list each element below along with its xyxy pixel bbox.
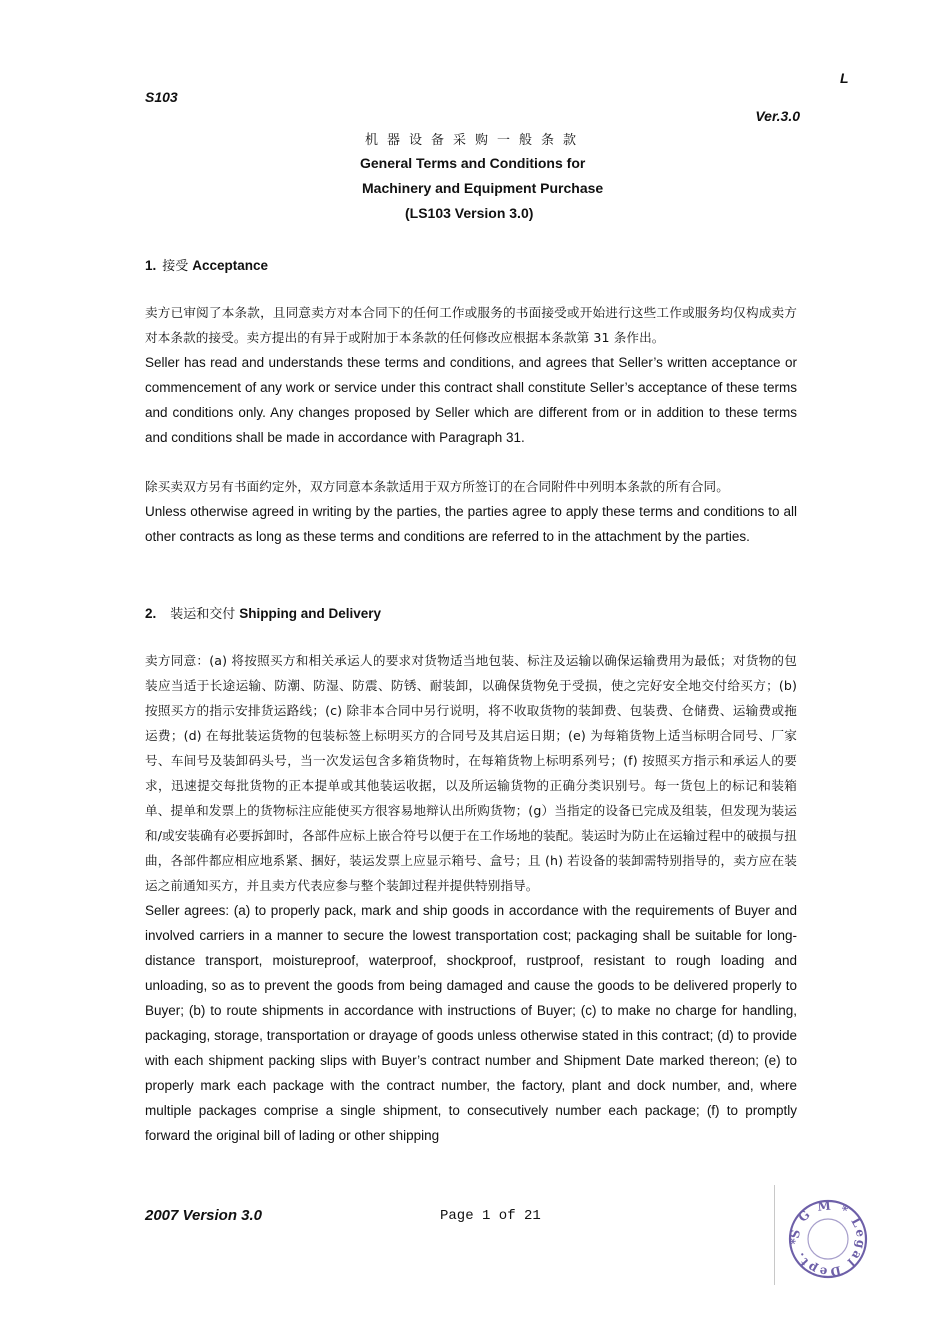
- document-code: S103: [145, 89, 178, 105]
- header-corner-letter: L: [840, 70, 849, 86]
- legal-dept-stamp-icon: [787, 1198, 869, 1280]
- title-english-line2: Machinery and Equipment Purchase: [362, 180, 604, 196]
- section-2-p1-english: Seller agrees: (a) to properly pack, mark and ship goods in accordance with the requirements of Buyer and involved carriers in a manner to secure the lowest transportation cost; packaging shall be suitable for long-distance transport, moistureproof, waterproof, shockproof, rustproof, resistant to rough loading and unloading, so as to prevent the goods from being damaged and cause the goods to be delivered properly to Buyer; (b) to route shipments in accordance with instructions of Buyer; (c) to make no charge for handling, packaging, storage, transportation or drayage of goods unless otherwise stated in this contract; (d) to provide with each shipment packing slips with Buyer’s contract number and Shipment Date marked thereon; (e) to properly mark each package with the contract number, the factory, plant and dock number, and, where multiple packages comprise a single shipment, to consecutively number each package; (f) to promptly forward the original bill of lading or other shipping: [145, 903, 797, 1143]
- section-1-paragraph-1: [145, 300, 797, 450]
- section-2-number: 2.: [145, 606, 157, 621]
- section-1-heading: [145, 255, 268, 274]
- svg-text:S G M * Legal Dept. *: [788, 1198, 869, 1279]
- section-1-paragraph-2: [145, 474, 797, 549]
- section-2-heading: [145, 603, 381, 622]
- section-1-title-cn: 接受: [162, 259, 189, 274]
- title-chinese: 机器设备采购一般条款: [364, 133, 585, 148]
- title-english-line1: General Terms and Conditions for: [360, 155, 586, 171]
- section-1-number: 1.: [145, 258, 157, 273]
- section-1-p2-english: Unless otherwise agreed in writing by the parties, the parties agree to apply these terms and conditions to all other contracts as long as these terms and conditions are referred to in the attachment by the parties.: [145, 504, 797, 544]
- section-1-p2-chinese: 除买卖双方另有书面约定外，双方同意本条款适用于双方所签订的在合同附件中列明本条款的所有合同。: [145, 479, 729, 494]
- footer-page-number: Page 1 of 21: [440, 1208, 541, 1224]
- section-2-paragraph-1: [145, 648, 797, 1148]
- section-1-p1-english: Seller has read and understands these terms and conditions, and agrees that Seller’s written acceptance or commencement of any work or service under this contract shall constitute Seller’s acceptance of these terms and conditions only. Any changes proposed by Seller which are different from or in addition to these terms and conditions shall be made in accordance with Paragraph 31.: [145, 355, 797, 445]
- footer-version: 2007 Version 3.0: [145, 1207, 263, 1224]
- section-2-title-en: Shipping and Delivery: [239, 606, 382, 621]
- section-1-title-en: Acceptance: [192, 258, 269, 273]
- section-2-p1-chinese: 卖方同意：(a) 将按照买方和相关承运人的要求对货物适当地包装、标注及运输以确保运输费用为最低；对货物的包装应当适于长途运输、防潮、防湿、防震、防锈、耐装卸，以确保货物免于受损，使之完好安全地交付给买方；(b) 按照买方的指示安排货运路线；(c) 除非本合同中另行说明，将不收取货物的装卸费、包装费、仓储费、运输费或拖运费；(d) 在每批装运货物的包装标签上标明买方的合同号及其启运日期；(e) 为每箱货物上适当标明合同号、厂家号、车间号及装卸码头号，当一次发运包含多箱货物时，在每箱货物上标明系列号；(f) 按照买方指示和承运人的要求，迅速提交每批货物的正本提单或其他装运收据，以及所运输货物的正确分类识别号。每一货包上的标记和装箱单、提单和发票上的货物标注应能使买方很容易地辩认出所购货物；(g）当指定的设备已完成及组装，但发现为装运和/或安装确有必要拆卸时，各部件应标上嵌合符号以便于在工作场地的装配。装运时为防止在运输过程中的破损与扭曲，各部件都应相应地系紧、捆好，装运发票上应显示箱号、盒号；且 (h) 若设备的装卸需特别指导的，卖方应在装运之前通知买方，并且卖方代表应参与整个装卸过程并提供特别指导。: [145, 653, 797, 893]
- stamp-text: S G M * Legal Dept. *: [787, 1198, 869, 1280]
- document-version: Ver.3.0: [755, 108, 800, 124]
- section-2-title-cn: 装运和交付: [170, 607, 236, 622]
- footer-divider: [774, 1185, 775, 1285]
- section-1-p1-chinese: 卖方已审阅了本条款，且同意卖方对本合同下的任何工作或服务的书面接受或开始进行这些工作或服务均仅构成卖方对本条款的接受。卖方提出的有异于或附加于本条款的任何修改应根据本条款第 31 条作出。: [145, 305, 797, 345]
- title-english-line3: (LS103 Version 3.0): [405, 205, 534, 221]
